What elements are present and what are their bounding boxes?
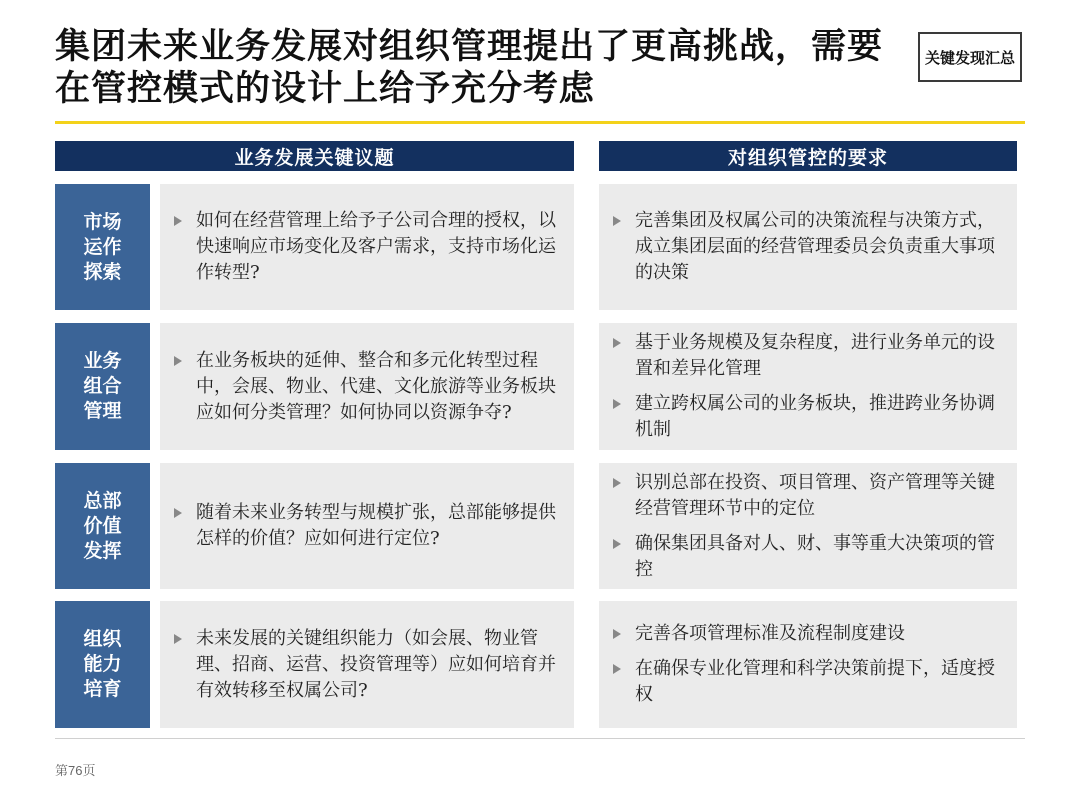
row-label-line: 组织 <box>83 628 122 650</box>
triangle-right-bullet-icon <box>613 539 621 549</box>
row-label-line: 能力 <box>83 653 122 675</box>
column-header-org-requirements: 对组织管控的要求 <box>599 141 1017 171</box>
triangle-right-bullet-icon <box>613 664 621 674</box>
triangle-right-bullet-icon <box>174 508 182 518</box>
row-label <box>55 601 150 728</box>
bullet-item <box>174 348 556 426</box>
page-title <box>55 26 905 110</box>
requirement-text: 确保集团具备对人、财、事等重大决策项的管控 <box>635 532 995 580</box>
requirement-cell <box>599 601 1017 728</box>
triangle-right-bullet-icon <box>613 399 621 409</box>
issue-cell <box>160 601 574 728</box>
requirement-text: 在确保专业化管理和科学决策前提下，适度授权 <box>635 658 995 705</box>
column-header-business-issues: 业务发展关键议题 <box>55 141 574 171</box>
triangle-right-bullet-icon <box>174 356 182 366</box>
row-label-line: 发挥 <box>83 539 122 562</box>
row-label-line: 探索 <box>83 260 122 283</box>
row-label-line: 组合 <box>83 375 122 397</box>
issue-text: 在业务板块的延伸、整合和多元化转型过程中，会展、物业、代建、文化旅游等业务板块应如何分类管理？如何协同以资源争夺? <box>196 349 556 423</box>
bullet-item <box>174 626 556 704</box>
bullet-item <box>613 391 999 443</box>
bullet-item <box>613 656 999 708</box>
row-label-line: 总部 <box>83 489 122 512</box>
footer-divider <box>55 738 1025 739</box>
row-label-line: 业务 <box>83 350 122 372</box>
requirement-text: 基于业务规模及复杂程度，进行业务单元的设置和差异化管理 <box>635 332 995 379</box>
requirement-cell <box>599 463 1017 589</box>
row-label <box>55 463 150 589</box>
bullet-item <box>613 621 999 647</box>
bullet-item <box>613 330 999 382</box>
row-label <box>55 323 150 450</box>
triangle-right-bullet-icon <box>613 338 621 348</box>
requirement-text: 完善集团及权属公司的决策流程与决策方式，成立集团层面的经营管理委员会负责重大事项的决策 <box>635 210 995 283</box>
page-title-line-1: 集团未来业务发展对组织管理提出了更高挑战，需要 <box>55 26 884 67</box>
triangle-right-bullet-icon <box>174 216 182 226</box>
row-label-line: 运作 <box>83 235 122 258</box>
bullet-item <box>174 208 556 286</box>
issue-cell <box>160 323 574 450</box>
issue-text: 如何在经营管理上给予子公司合理的授权，以快速响应市场变化及客户需求，支持市场化运作转型? <box>196 210 556 283</box>
title-divider <box>55 121 1025 124</box>
key-findings-tag: 关键发现汇总 <box>918 32 1022 82</box>
issue-text: 随着未来业务转型与规模扩张，总部能够提供怎样的价值？应如何进行定位? <box>196 502 556 549</box>
requirement-cell <box>599 323 1017 450</box>
triangle-right-bullet-icon <box>613 478 621 488</box>
row-label-line: 价值 <box>83 514 122 537</box>
requirement-text: 识别总部在投资、项目管理、资产管理等关键经营管理环节中的定位 <box>635 471 995 519</box>
requirement-text: 建立跨权属公司的业务板块，推进跨业务协调机制 <box>635 393 995 440</box>
requirement-text: 完善各项管理标准及流程制度建设 <box>635 623 905 644</box>
bullet-item <box>613 470 999 522</box>
row-label-line: 培育 <box>83 678 122 700</box>
row-label-line: 市场 <box>83 210 122 233</box>
bullet-item <box>613 531 999 583</box>
row-label <box>55 184 150 310</box>
issue-cell <box>160 463 574 589</box>
bullet-item <box>174 500 556 552</box>
requirement-cell <box>599 184 1017 310</box>
page-title-line-2: 在管控模式的设计上给予充分考虑 <box>55 68 596 109</box>
triangle-right-bullet-icon <box>174 634 182 644</box>
issue-cell <box>160 184 574 310</box>
triangle-right-bullet-icon <box>613 629 621 639</box>
issue-text: 未来发展的关键组织能力（如会展、物业管理、招商、运营、投资管理等）应如何培育并有效转移至权属公司? <box>196 627 556 701</box>
row-label-line: 管理 <box>83 400 122 422</box>
bullet-item <box>613 208 999 286</box>
triangle-right-bullet-icon <box>613 216 621 226</box>
page-number: 第76页 <box>55 763 96 778</box>
